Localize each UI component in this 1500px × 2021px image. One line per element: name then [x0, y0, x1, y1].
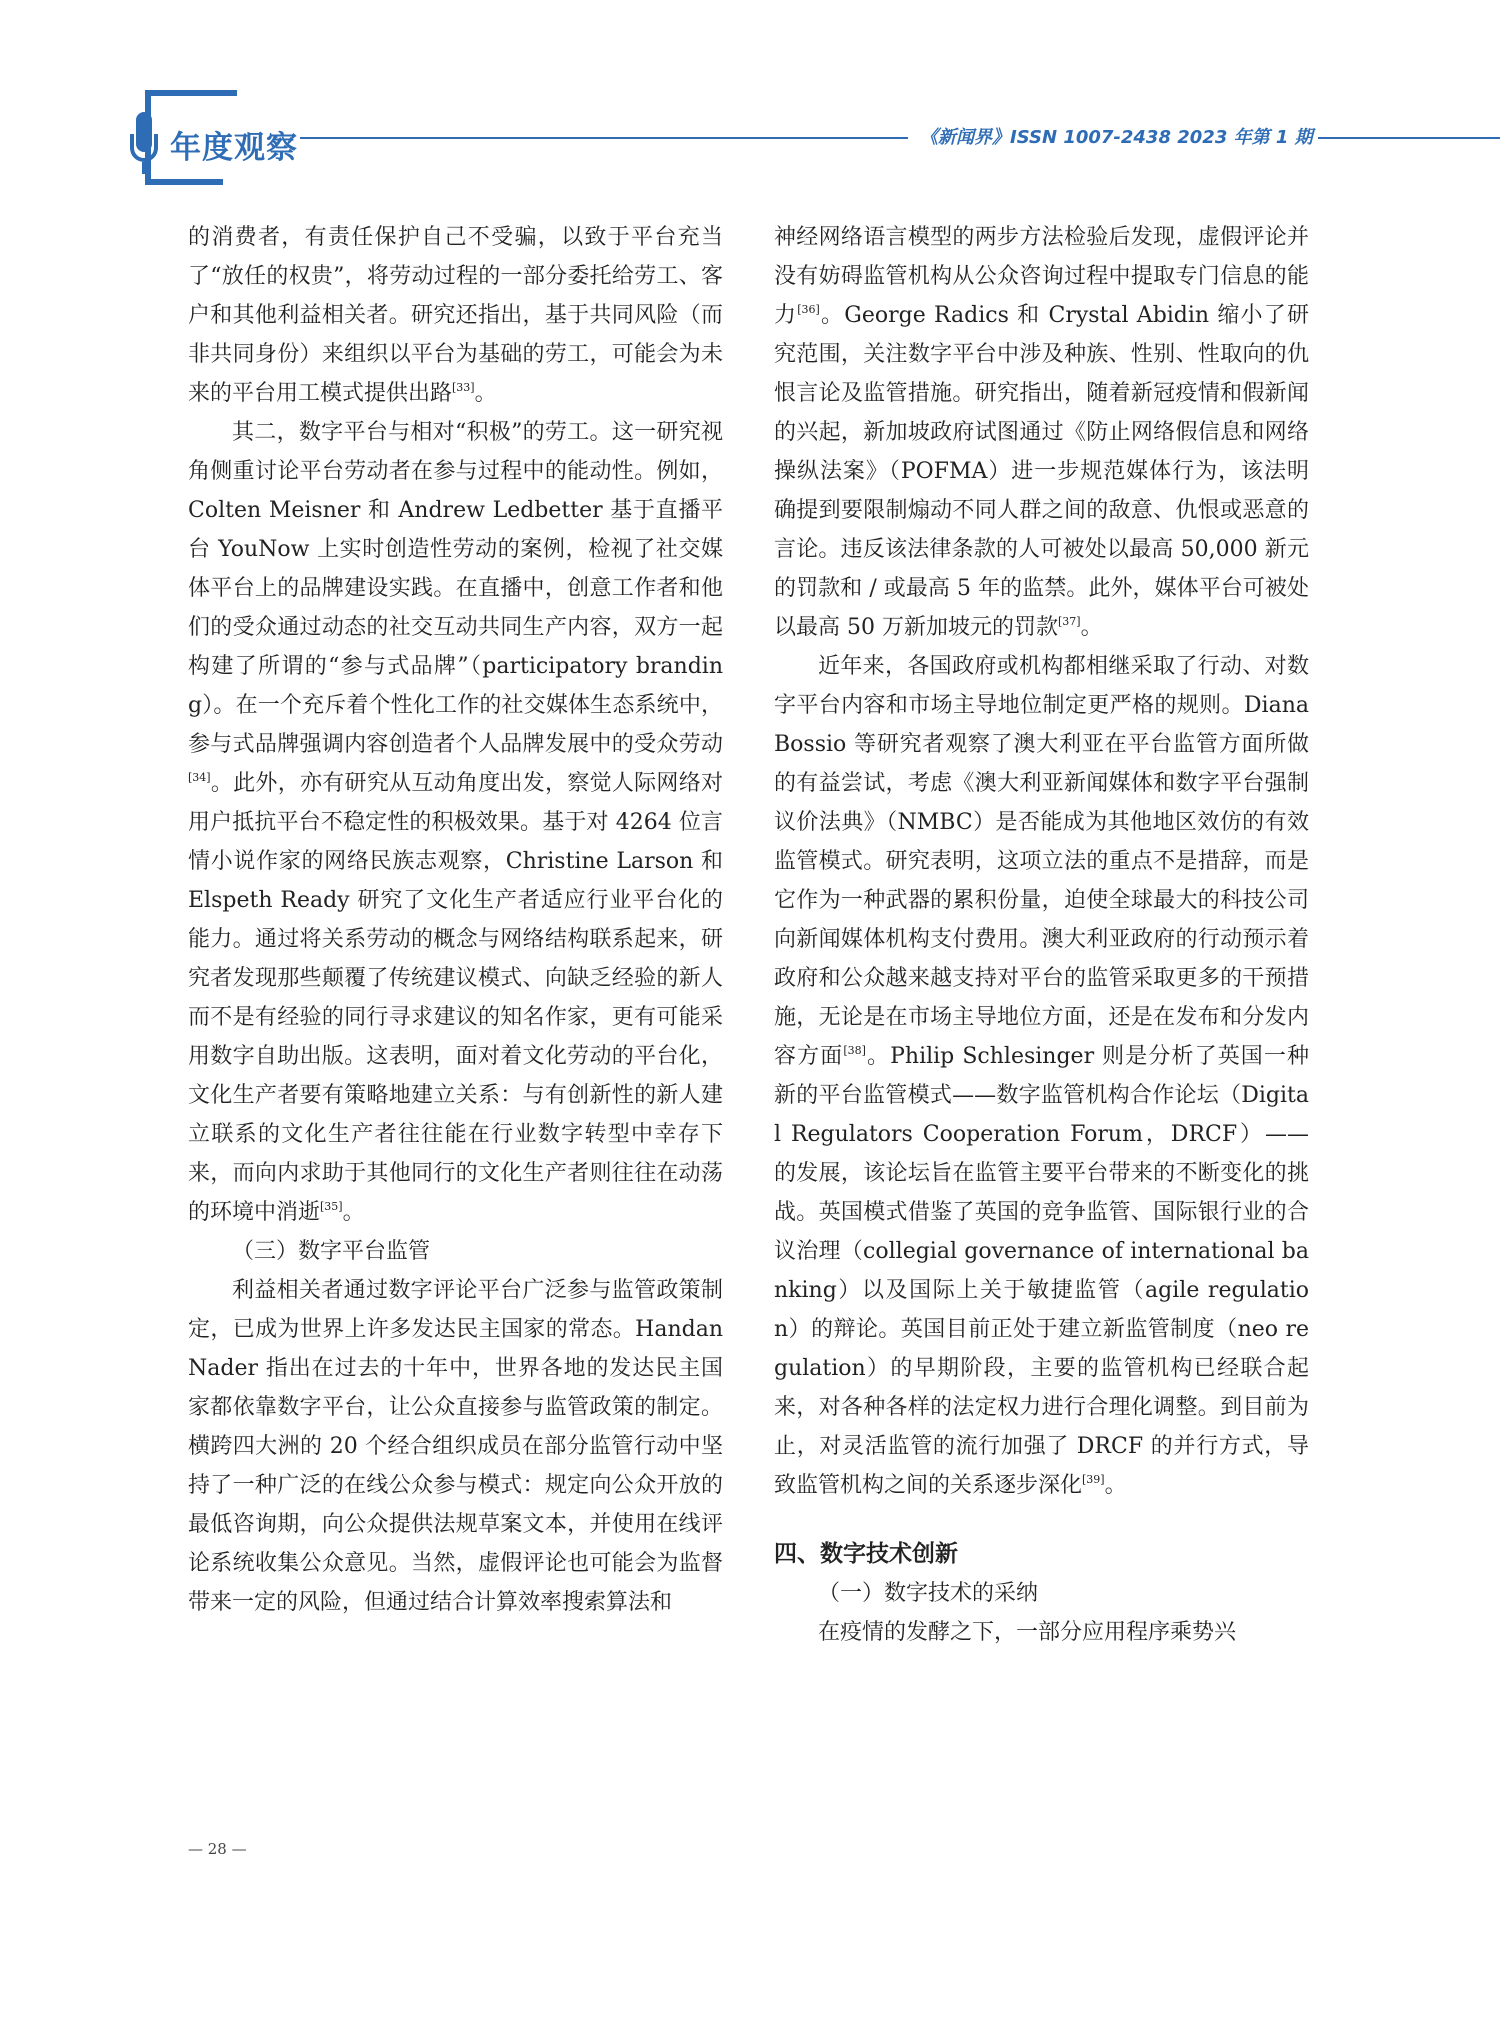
citation: [33] — [452, 381, 475, 394]
paragraph: 利益相关者通过数字评论平台广泛参与监管政策制定，已成为世界上许多发达民主国家的常态。Handan Nader 指出在过去的十年中，世界各地的发达民主国家都依靠数字平台，让公众直接参与监管政策的制定。横跨四大洲的 20 个经合组织成员在部分监管行动中坚持了一种广泛的在线公众参与模式：规定向公众开放的最低咨询期，向公众提供法规草案文本，并使用在线评论系统收集公众意见。当然，虚假评论也可能会为监督带来一定的风险，但通过结合计算效率搜索算法和 — [188, 1278, 723, 1615]
logo-frame-top — [145, 90, 237, 96]
citation: [38] — [843, 1044, 866, 1057]
subsection-heading: （三）数字平台监管 — [232, 1239, 431, 1264]
citation: [39] — [1082, 1473, 1105, 1486]
page-number: — 28 — — [188, 1840, 247, 1858]
citation: [35] — [320, 1200, 343, 1213]
paragraph: 其二，数字平台与相对“积极”的劳工。这一研究视角侧重讨论平台劳动者在参与过程中的能动性。例如，Colten Meisner 和 Andrew Ledbetter 基于直播平台 YouNow 上实时创造性劳动的案例，检视了社交媒体平台上的品牌建设实践。在直播中，创意工作者和他们的受众通过动态的社交互动共同生产内容，双方一起构建了所谓的“参与式品牌”（participatory branding）。在一个充斥着个性化工作的社交媒体生态系统中，参与式品牌强调内容创造者个人品牌发展中的受众劳动[34]。此外，亦有研究从互动角度出发，察觉人际网络对用户抵抗平台不稳定性的积极效果。基于对 4264 位言情小说作家的网络民族志观察，Christine Larson 和 Elspeth Ready 研究了文化生产者适应行业平台化的能力。通过将关系劳动的概念与网络结构联系起来，研究者发现那些颠覆了传统建议模式、向缺乏经验的新人而不是有经验的同行寻求建议的知名作家，更有可能采用数字自助出版。这表明，面对着文化劳动的平台化，文化生产者要有策略地建立关系：与有创新性的新人建立联系的文化生产者往往能在行业数字转型中幸存下来，而向内求助于其他同行的文化生产者则往往在动荡的环境中消逝[35]。 — [188, 420, 723, 1225]
column-logo — [130, 90, 300, 190]
citation: [36] — [797, 303, 820, 316]
header-rule-right — [1318, 137, 1500, 139]
paragraph: 的消费者，有责任保护自己不受骗，以致于平台充当了“放任的权贵”，将劳动过程的一部分委托给劳工、客户和其他利益相关者。研究还指出，基于共同风险（而非共同身份）来组织以平台为基础的劳工，可能会为未来的平台用工模式提供出路[33]。 — [188, 225, 723, 406]
journal-info: 《新闻界》ISSN 1007-2438 2023 年第 1 期 — [920, 127, 1313, 148]
subsection-heading: （一）数字技术的采纳 — [818, 1581, 1039, 1606]
paragraph: 神经网络语言模型的两步方法检验后发现，虚假评论并没有妨碍监管机构从公众咨询过程中提取专门信息的能力[36]。George Radics 和 Crystal Abidin 缩小了研究范围，关注数字平台中涉及种族、性别、性取向的仇恨言论及监管措施。研究指出，随着新冠疫情和假新闻的兴起，新加坡政府试图通过《防止网络假信息和网络操纵法案》（POFMA）进一步规范媒体行为，该法明确提到要限制煽动不同人群之间的敌意、仇恨或恶意的言论。违反该法律条款的人可被处以最高 50,000 新元的罚款和 / 或最高 5 年的监禁。此外，媒体平台可被处以最高 50 万新加坡元的罚款[37]。 — [774, 225, 1309, 640]
citation: [34] — [188, 771, 211, 784]
right-column — [774, 218, 1309, 1778]
microphone-icon — [130, 112, 158, 174]
citation: [37] — [1057, 615, 1081, 628]
paragraph: 在疫情的发酵之下，一部分应用程序乘势兴 — [818, 1620, 1237, 1645]
section-heading: 四、数字技术创新 — [774, 1541, 958, 1567]
left-column — [188, 218, 723, 1778]
header-rule-left — [300, 137, 908, 139]
page-header — [0, 0, 1500, 200]
column-title: 年度观察 — [170, 130, 298, 166]
paragraph: 近年来，各国政府或机构都相继采取了行动、对数字平台内容和市场主导地位制定更严格的规则。Diana Bossio 等研究者观察了澳大利亚在平台监管方面所做的有益尝试，考虑《澳大利亚新闻媒体和数字平台强制议价法典》（NMBC）是否能成为其他地区效仿的有效监管模式。研究表明，这项立法的重点不是措辞，而是它作为一种武器的累积份量，迫使全球最大的科技公司向新闻媒体机构支付费用。澳大利亚政府的行动预示着政府和公众越来越支持对平台的监管采取更多的干预措施，无论是在市场主导地位方面，还是在发布和分发内容方面[38]。Philip Schlesinger 则是分析了英国一种新的平台监管模式——数字监管机构合作论坛（Digital Regulators Cooperation Forum，DRCF）——的发展，该论坛旨在监管主要平台带来的不断变化的挑战。英国模式借鉴了英国的竞争监管、国际银行业的合议治理（collegial governance of international banking）以及国际上关于敏捷监管（agile regulation）的辩论。英国目前正处于建立新监管制度（neo regulation）的早期阶段，主要的监管机构已经联合起来，对各种各样的法定权力进行合理化调整。到目前为止，对灵活监管的流行加强了 DRCF 的并行方式，导致监管机构之间的关系逐步深化[39]。 — [774, 654, 1309, 1498]
